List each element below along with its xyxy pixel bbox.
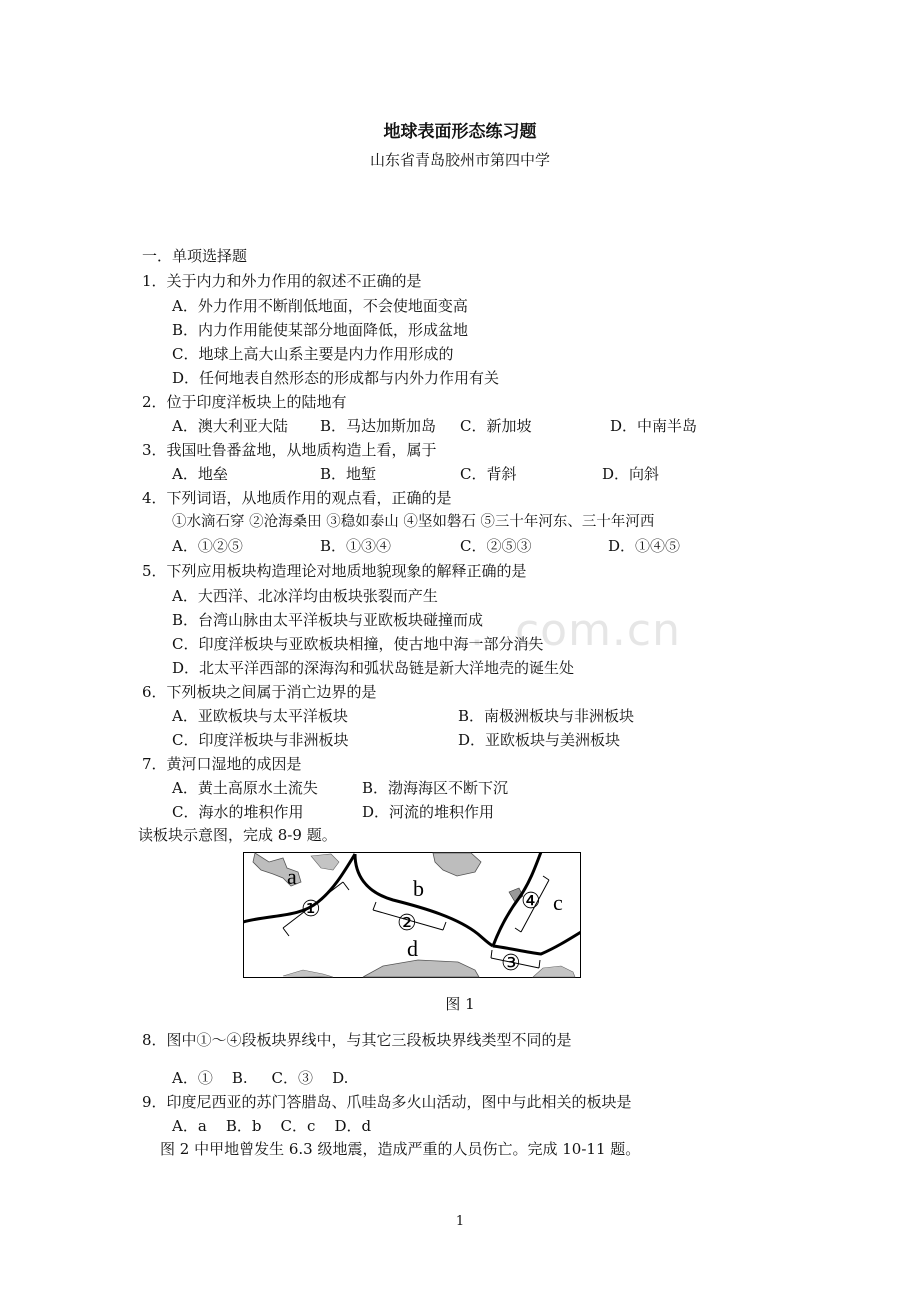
figure-1-caption: 图 1 (445, 995, 475, 1013)
plate-label-a: a (287, 864, 297, 889)
question-4-option-d: D．①④⑤ (608, 537, 681, 555)
plate-label-d: d (407, 936, 418, 961)
question-6-option-c: C．印度洋板块与非洲板块 (172, 731, 349, 749)
question-1-option-d: D．任何地表自然形态的形成都与内外力作用有关 (172, 369, 500, 387)
segment-marker-4: ④ (521, 889, 541, 914)
question-5-option-a: A．大西洋、北冰洋均由板块张裂而产生 (172, 587, 438, 605)
question-5-stem: 5．下列应用板块构造理论对地质地貌现象的解释正确的是 (142, 562, 527, 580)
question-3-option-a: A．地垒 (172, 465, 228, 483)
segment-marker-2: ② (397, 911, 417, 936)
question-4-stem: 4．下列词语，从地质作用的观点看，正确的是 (142, 489, 452, 507)
plate-boundary-map (243, 852, 581, 978)
question-7-option-d: D．河流的堆积作用 (362, 803, 495, 821)
question-2-option-d: D．中南半岛 (610, 417, 698, 435)
question-6-option-d: D．亚欧板块与美洲板块 (458, 731, 621, 749)
question-2-stem: 2．位于印度洋板块上的陆地有 (142, 393, 347, 411)
question-3-stem: 3．我国吐鲁番盆地，从地质构造上看，属于 (142, 441, 437, 459)
question-5-option-c: C．印度洋板块与亚欧板块相撞，使古地中海一部分消失 (172, 635, 544, 653)
question-4-option-c: C．②⑤③ (460, 537, 532, 555)
question-9-options: A．a B．b C．c D．d (172, 1117, 372, 1135)
question-4-items: ①水滴石穿 ②沧海桑田 ③稳如泰山 ④坚如磐石 ⑤三十年河东、三十年河西 (172, 514, 655, 530)
school-name: 山东省青岛胶州市第四中学 (369, 151, 550, 169)
section-heading: 一．单项选择题 (142, 247, 248, 265)
segment-marker-3: ③ (501, 951, 521, 976)
question-4-option-b: B．①③④ (320, 537, 392, 555)
question-3-option-d: D．向斜 (602, 465, 660, 483)
question-2-option-a: A．澳大利亚大陆 (172, 417, 288, 435)
question-6-stem: 6．下列板块之间属于消亡边界的是 (142, 683, 377, 701)
question-1-option-c: C．地球上高大山系主要是内力作用形成的 (172, 345, 454, 363)
question-6-option-a: A．亚欧板块与太平洋板块 (172, 707, 348, 725)
reading-instruction-1: 读板块示意图，完成 8-9 题。 (138, 826, 337, 844)
question-9-stem: 9．印度尼西亚的苏门答腊岛、爪哇岛多火山活动，图中与此相关的板块是 (142, 1093, 632, 1111)
question-4-option-a: A．①②⑤ (172, 537, 243, 555)
plate-label-c: c (553, 890, 563, 915)
reading-instruction-2: 图 2 中甲地曾发生 6.3 级地震，造成严重的人员伤亡。完成 10-11 题。 (160, 1140, 641, 1158)
segment-marker-1: ① (301, 897, 321, 922)
question-2-option-b: B．马达加斯加岛 (320, 417, 437, 435)
page-number: 1 (455, 1214, 465, 1229)
question-8-stem: 8．图中①～④段板块界线中，与其它三段板块界线类型不同的是 (142, 1031, 572, 1049)
question-7-option-a: A．黄土高原水土流失 (172, 779, 318, 797)
question-3-option-b: B．地堑 (320, 465, 377, 483)
question-2-option-c: C．新加坡 (460, 417, 532, 435)
question-7-option-b: B．渤海海区不断下沉 (362, 779, 509, 797)
question-6-option-b: B．南极洲板块与非洲板块 (458, 707, 635, 725)
question-7-stem: 7．黄河口湿地的成因是 (142, 755, 302, 773)
question-7-option-c: C．海水的堆积作用 (172, 803, 304, 821)
document-title: 地球表面形态练习题 (383, 122, 537, 142)
question-1-option-b: B．内力作用能使某部分地面降低，形成盆地 (172, 321, 469, 339)
question-8-options: A．① B. C．③ D. (172, 1069, 349, 1087)
question-5-option-b: B．台湾山脉由太平洋板块与亚欧板块碰撞而成 (172, 611, 484, 629)
question-1-option-a: A．外力作用不断削低地面，不会使地面变高 (172, 297, 468, 315)
plate-label-b: b (413, 876, 424, 901)
watermark-text: ...com.cn (470, 605, 681, 656)
question-5-option-d: D．北太平洋西部的深海沟和弧状岛链是新大洋地壳的诞生处 (172, 659, 575, 677)
question-3-option-c: C．背斜 (460, 465, 517, 483)
question-1-stem: 1．关于内力和外力作用的叙述不正确的是 (142, 272, 422, 290)
